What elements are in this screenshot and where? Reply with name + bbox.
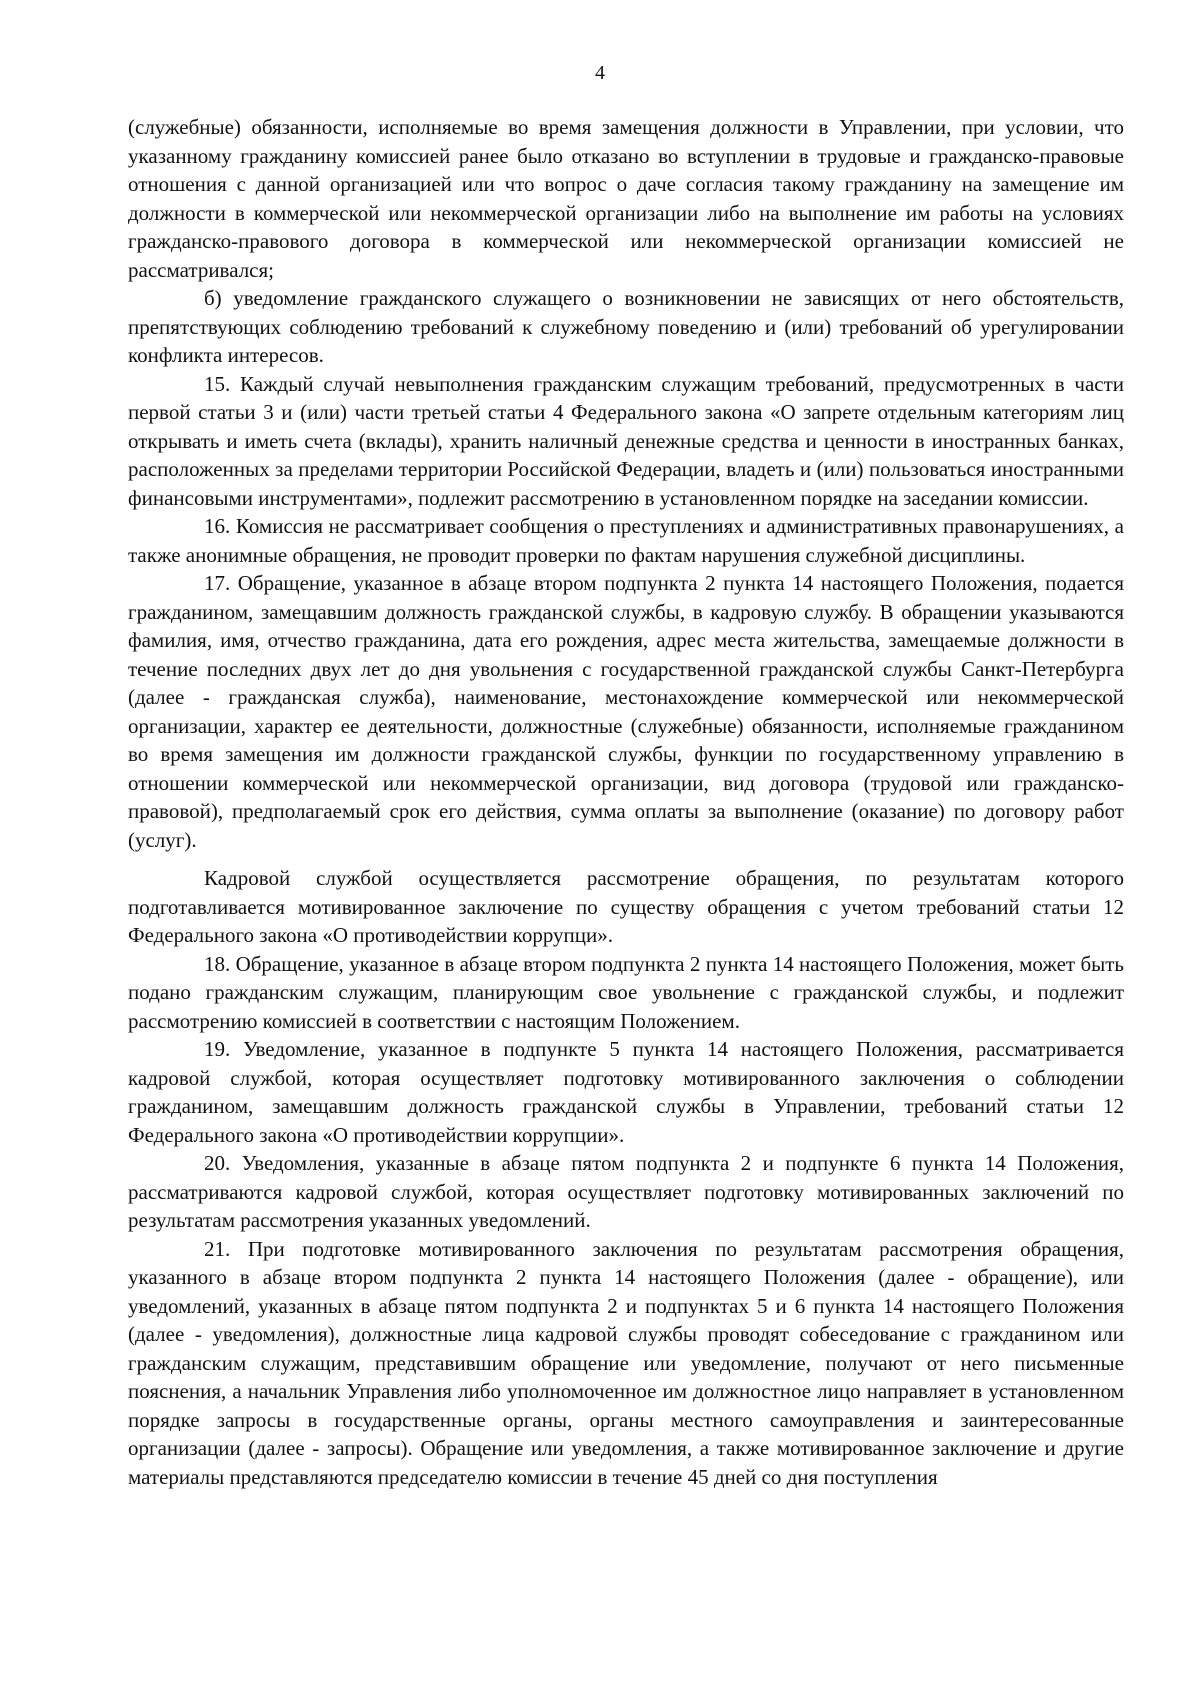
- paragraph-19: 19. Уведомление, указанное в подпункте 5 пункта 14 настоящего Положения, рассматривается кадровой службой, которая осуществляет подготовку мотивированного заключения о соблюдении гражданином, замещавшим должность гражданской службы в Управлении, требований статьи 12 Федерального закона «О противодействии коррупции».: [128, 1037, 1124, 1147]
- paragraph-continuation: (служебные) обязанности, исполняемые во время замещения должности в Управлении, при условии, что указанному гражданину комиссией ранее было отказано во вступлении в трудовые и гражданско-правовые отношения с данной организацией или что вопрос о даче согласия такому гражданину на замещение им должности в коммерческой или некоммерческой организации либо на выполнение им работы на условиях гражданско-правового договора в коммерческой или некоммерческой организации комиссией не рассматривался;: [128, 115, 1124, 282]
- paragraph-17: 17. Обращение, указанное в абзаце втором подпункта 2 пункта 14 настоящего Положения, подается гражданином, замещавшим должность гражданской службы, в кадровую службу. В обращении указываются фамилия, имя, отчество гражданина, дата его рождения, адрес места жительства, замещаемые должности в течение последних двух лет до дня увольнения с государственной гражданской службы Санкт-Петербурга (далее - гражданская служба), наименование, местонахождение коммерческой или некоммерческой организации, характер ее деятельности, должностные (служебные) обязанности, исполняемые гражданином во время замещения им должности гражданской службы, функции по государственному управлению в отношении коммерческой или некоммерческой организации, вид договора (трудовой или гражданско-правовой), предполагаемый срок его действия, сумма оплаты за выполнение (оказание) по договору работ (услуг).: [128, 571, 1124, 852]
- paragraph-subitem-6: б) уведомление гражданского служащего о возникновении не зависящих от него обстоятельств, препятствующих соблюдению требований к служебному поведению и (или) требований об урегулировании конфликта интересов.: [128, 286, 1124, 367]
- paragraph-17-cont: Кадровой службой осуществляется рассмотрение обращения, по результатам которого подготавливается мотивированное заключение по существу обращения с учетом требований статьи 12 Федерального закона «О противодействии коррупци».: [128, 866, 1124, 947]
- page-number: 4: [595, 62, 605, 84]
- paragraph-16: 16. Комиссия не рассматривает сообщения о преступлениях и административных правонарушениях, а также анонимные обращения, не проводит проверки по фактам нарушения служебной дисциплины.: [128, 514, 1124, 567]
- paragraph-18: 18. Обращение, указанное в абзаце втором подпункта 2 пункта 14 настоящего Положения, может быть подано гражданским служащим, планирующим свое увольнение с гражданской службы, и подлежит рассмотрению комиссией в соответствии с настоящим Положением.: [128, 951, 1124, 1033]
- paragraph-20: 20. Уведомления, указанные в абзаце пятом подпункта 2 и подпункте 6 пункта 14 Положения, рассматриваются кадровой службой, которая осуществляет подготовку мотивированных заключений по результатам рассмотрения указанных уведомлений.: [128, 1151, 1124, 1232]
- paragraph-21: 21. При подготовке мотивированного заключения по результатам рассмотрения обращения, указанного в абзаце втором подпункта 2 пункта 14 настоящего Положения (далее - обращение), или уведомлений, указанных в абзаце пятом подпункта 2 и подпунктах 5 и 6 пункта 14 настоящего Положения (далее - уведомления), должностные лица кадровой службы проводят собеседование с гражданином или гражданским служащим, представившим обращение или уведомление, получают от него письменные пояснения, а начальник Управления либо уполномоченное им должностное лицо направляет в установленном порядке запросы в государственные органы, органы местного самоуправления и заинтересованные организации (далее - запросы). Обращение или уведомления, а также мотивированное заключение и другие материалы представляются председателю комиссии в течение 45 дней со дня поступления: [128, 1236, 1124, 1489]
- document-body: [128, 113, 1124, 1491]
- paragraph-15: 15. Каждый случай невыполнения гражданским служащим требований, предусмотренных в части первой статьи 3 и (или) части третьей статьи 4 Федерального закона «О запрете отдельным категориям лиц открывать и иметь счета (вклады), хранить наличный денежные средства и ценности в иностранных банках, расположенных за пределами территории Российской Федерации, владеть и (или) пользоваться иностранными финансовыми инструментами», подлежит рассмотрению в установленном порядке на заседании комиссии.: [128, 371, 1124, 510]
